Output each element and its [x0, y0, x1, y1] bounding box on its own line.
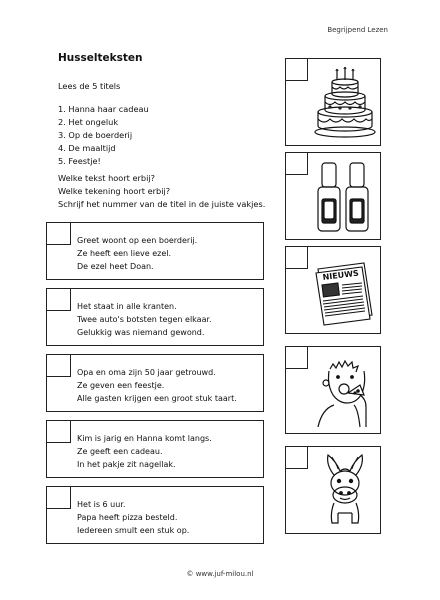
text-card-4 — [46, 420, 264, 478]
answer-box-text-3[interactable] — [47, 355, 71, 377]
text-line: Ze geven een feestje. — [77, 381, 165, 390]
answer-box-text-5[interactable] — [47, 487, 71, 509]
text-card-2 — [46, 288, 264, 346]
answer-box-picture-3[interactable] — [286, 247, 308, 269]
title-item-2: 2. Het ongeluk — [58, 117, 119, 127]
text-line: Gelukkig was niemand gewond. — [77, 328, 205, 337]
answer-box-text-1[interactable] — [47, 223, 71, 245]
text-card-3 — [46, 354, 264, 412]
footer-site: © www.juf-milou.nl — [186, 570, 254, 578]
picture-card-5 — [285, 446, 381, 534]
page-title: Husselteksten — [58, 52, 143, 64]
subject-header: Begrijpend Lezen — [327, 26, 388, 34]
text-line: De ezel heet Doan. — [77, 262, 154, 271]
text-line: Iedereen smult een stuk op. — [77, 526, 190, 535]
text-line: Alle gasten krijgen een groot stuk taart. — [77, 394, 237, 403]
text-line: In het pakje zit nagellak. — [77, 460, 176, 469]
newspaper-icon — [314, 253, 376, 329]
eating-pizza-icon — [314, 353, 376, 429]
question-2: Welke tekening hoort erbij? — [58, 186, 171, 196]
picture-card-2 — [285, 152, 381, 240]
text-line: Opa en oma zijn 50 jaar getrouwd. — [77, 368, 216, 377]
cake-icon — [314, 65, 376, 141]
answer-box-text-4[interactable] — [47, 421, 71, 443]
intro-line: Lees de 5 titels — [58, 81, 121, 91]
text-card-5 — [46, 486, 264, 544]
text-line: Het staat in alle kranten. — [77, 302, 177, 311]
picture-card-1 — [285, 58, 381, 146]
answer-box-picture-1[interactable] — [286, 59, 308, 81]
text-line: Papa heeft pizza besteld. — [77, 513, 178, 522]
question-1: Welke tekst hoort erbij? — [58, 173, 155, 183]
text-line: Ze heeft een lieve ezel. — [77, 249, 172, 258]
title-item-4: 4. De maaltijd — [58, 143, 116, 153]
title-item-5: 5. Feestje! — [58, 156, 101, 166]
title-item-3: 3. Op de boerderij — [58, 130, 133, 140]
text-card-1 — [46, 222, 264, 280]
question-3: Schrijf het nummer van de titel in de juiste vakjes. — [58, 199, 266, 209]
answer-box-text-2[interactable] — [47, 289, 71, 311]
nail-polish-icon — [314, 159, 376, 235]
answer-box-picture-2[interactable] — [286, 153, 308, 175]
answer-box-picture-5[interactable] — [286, 447, 308, 469]
questions-block — [58, 172, 265, 211]
title-item-1: 1. Hanna haar cadeau — [58, 104, 149, 114]
text-line: Kim is jarig en Hanna komt langs. — [77, 434, 212, 443]
text-line: Twee auto's botsten tegen elkaar. — [77, 315, 212, 324]
intro-block — [58, 80, 149, 168]
text-line: Ze geeft een cadeau. — [77, 447, 163, 456]
newspaper-masthead: NIEUWS — [322, 268, 360, 282]
text-line: Greet woont op een boerderij. — [77, 236, 198, 245]
donkey-icon — [314, 453, 376, 529]
picture-card-4 — [285, 346, 381, 434]
answer-box-picture-4[interactable] — [286, 347, 308, 369]
picture-card-3 — [285, 246, 381, 334]
text-line: Het is 6 uur. — [77, 500, 126, 509]
